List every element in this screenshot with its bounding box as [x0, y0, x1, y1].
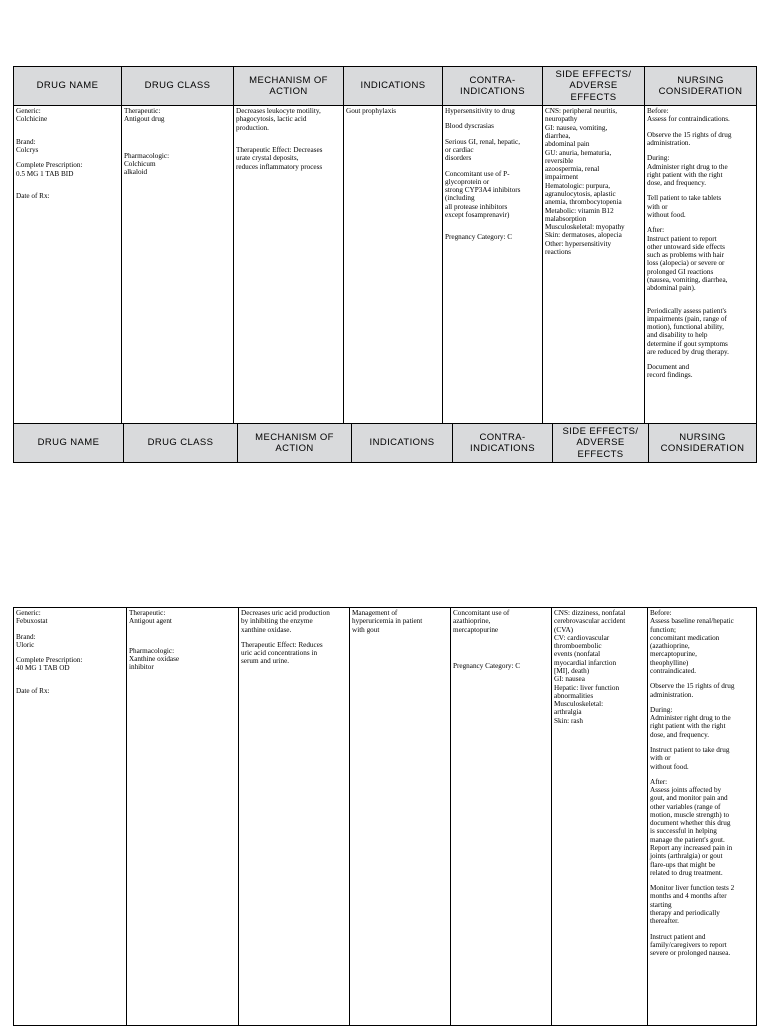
blank-line: [16, 185, 119, 192]
blank-line: [453, 648, 549, 655]
blank-line: [650, 877, 754, 884]
blank-line: [236, 132, 341, 139]
text-line: other untoward side effects: [647, 242, 725, 251]
text-line: abdominal pain).: [647, 284, 696, 293]
text-line: with or: [650, 754, 671, 763]
text-line: Pharmacologic:: [129, 646, 175, 655]
text-line: Pharmacologic:: [124, 151, 170, 160]
header-contraindications: CONTRA-INDICATIONS: [443, 67, 543, 106]
text-line: (including: [445, 194, 475, 203]
text-line: Assess for contraindications.: [647, 115, 730, 124]
text-line: GU: anuria, hematuria,: [545, 148, 612, 157]
header-nursing: NURSING CONSIDERATION: [645, 67, 757, 106]
cell-drug-name: [14, 106, 122, 428]
blank-line: [650, 926, 754, 933]
text-line: malabsorption: [545, 214, 587, 223]
text-line: (CVA): [554, 625, 574, 634]
text-line: related to drug treatment.: [650, 868, 723, 877]
blank-line: [16, 124, 119, 131]
text-line: record findings.: [647, 371, 693, 380]
text-line: motion, muscle strength) to: [650, 810, 730, 819]
text-line: After:: [650, 777, 668, 786]
text-line: reactions: [545, 247, 571, 256]
text-line: 0.5 MG 1 TAB BID: [16, 169, 74, 178]
text-line: Concomitant use of P-: [445, 169, 510, 178]
text-line: abdominal pain: [545, 140, 590, 149]
text-line: joints (arthralgia) or gout: [650, 852, 723, 861]
text-line: neuropathy: [545, 115, 578, 124]
blank-line: [445, 219, 540, 226]
blank-line: [453, 634, 549, 641]
text-line: months and 4 months after: [650, 892, 727, 901]
text-line: agranulocytosis, aplastic: [545, 189, 616, 198]
text-line: Hypersensitivity to drug: [445, 107, 515, 116]
text-line: glycoprotein or: [445, 177, 490, 186]
text-line: Decreases uric acid production: [241, 609, 330, 617]
blank-line: [129, 626, 236, 633]
text-line: are reduced by drug therapy.: [647, 347, 729, 356]
text-line: anemia, thrombocytopenia: [545, 198, 622, 207]
cell-mechanism: [239, 608, 350, 1026]
header-side-effects: SIDE EFFECTS/ ADVERSE EFFECTS: [553, 424, 649, 463]
blank-line: [445, 163, 540, 170]
text-line: alkaloid: [124, 168, 148, 177]
cell-drug-class: [122, 106, 234, 428]
blank-line: [647, 147, 754, 154]
text-line: cerebrovascular accident: [554, 617, 626, 626]
blank-line: [650, 739, 754, 746]
blank-line: [124, 145, 231, 152]
text-line: dose, and frequency.: [647, 179, 707, 188]
cell-contraindications: [451, 608, 552, 1026]
text-line: right patient with the right: [650, 722, 726, 731]
header-contraindications: CONTRA-INDICATIONS: [453, 424, 553, 463]
text-line: flare-ups that might be: [650, 860, 716, 869]
text-line: Monitor liver function tests 2: [650, 884, 735, 893]
text-line: Observe the 15 rights of drug: [647, 130, 732, 139]
blank-line: [16, 649, 124, 656]
text-line: thromboembolic: [554, 642, 602, 651]
blank-line: [236, 139, 341, 146]
cell-nursing: [648, 608, 757, 1026]
text-line: concomitant medication: [650, 633, 720, 642]
text-line: loss (alopecia) or severe or: [647, 259, 725, 268]
text-line: Uloric: [16, 640, 35, 649]
text-line: motion), functional ability,: [647, 323, 724, 332]
cell-indications: [350, 608, 451, 1026]
text-line: Decreases leukocyte motility,: [236, 107, 321, 116]
text-line: Antigout agent: [129, 617, 172, 626]
text-line: except fosamprenavir): [445, 210, 510, 219]
text-line: therapy and periodically: [650, 909, 720, 917]
header-side-effects: SIDE EFFECTS/ ADVERSE EFFECTS: [543, 67, 645, 106]
blank-line: [124, 131, 231, 138]
text-line: Administer right drug to the: [647, 162, 728, 171]
text-line: dose, and frequency.: [650, 730, 710, 739]
drug-table-colchicine: [13, 66, 757, 428]
header-drug-class: DRUG CLASS: [124, 424, 238, 463]
blank-line: [124, 124, 231, 131]
text-line: phagocytosis, lactic acid: [236, 115, 307, 124]
text-line: urate crystal deposits,: [236, 154, 299, 163]
text-line: impairments (pain, range of: [647, 314, 727, 323]
text-line: reduces inflammatory process: [236, 162, 323, 171]
text-line: Therapeutic:: [129, 609, 166, 617]
text-line: CV: cardiovascular: [554, 633, 610, 642]
table-header-row: [14, 67, 757, 106]
text-line: Instruct patient to take drug: [650, 745, 730, 754]
blank-line: [241, 634, 347, 641]
text-line: without food.: [650, 762, 689, 771]
text-line: diarrhea,: [545, 132, 571, 141]
blank-line: [453, 655, 549, 662]
text-line: by inhibiting the enzyme: [241, 617, 313, 626]
text-line: During:: [647, 154, 670, 163]
text-line: or cardiac: [445, 146, 474, 155]
text-line: GI: nausea: [554, 675, 585, 684]
text-line: administration.: [650, 690, 694, 699]
cell-nursing: [645, 106, 757, 428]
text-line: Therapeutic:: [124, 107, 161, 116]
header-mechanism: MECHANISM OF ACTION: [238, 424, 352, 463]
text-line: theophylline): [650, 658, 689, 667]
text-line: Gout prophylaxis: [346, 107, 397, 116]
text-line: events (nonfatal: [554, 650, 601, 659]
blank-line: [445, 115, 540, 122]
text-line: strong CYP3A4 inhibitors: [445, 186, 521, 195]
text-line: (nausea, vomiting, diarrhea,: [647, 275, 728, 284]
text-line: Complete Prescription:: [16, 161, 83, 170]
text-line: inhibitor: [129, 663, 154, 672]
text-line: and disability to help: [647, 331, 708, 340]
text-line: Brand:: [16, 632, 36, 641]
text-line: Before:: [650, 609, 672, 617]
header-indications: INDICATIONS: [352, 424, 453, 463]
text-line: Administer right drug to the: [650, 714, 731, 723]
header-nursing: NURSING CONSIDERATION: [649, 424, 757, 463]
text-line: CNS: peripheral neuritis,: [545, 107, 618, 116]
text-line: Colchicum: [124, 160, 156, 169]
text-line: azathioprine,: [453, 617, 491, 626]
blank-line: [16, 131, 119, 138]
text-line: disorders: [445, 154, 472, 163]
header-indications: INDICATIONS: [344, 67, 443, 106]
text-line: Antigout drug: [124, 115, 165, 124]
text-line: without food.: [647, 210, 686, 219]
text-line: is successful in helping: [650, 827, 717, 836]
cell-side-effects: [552, 608, 648, 1026]
text-line: Therapeutic Effect: Decreases: [236, 146, 323, 155]
blank-line: [647, 356, 754, 363]
text-line: Musculoskeletal:: [554, 700, 604, 709]
text-line: hyperuricemia in patient: [352, 617, 423, 626]
text-line: Brand:: [16, 137, 36, 146]
text-line: manage the patient's gout.: [650, 835, 725, 844]
table-header-row: [14, 424, 757, 463]
text-line: Pregnancy Category: C: [445, 233, 513, 242]
text-line: Skin: rash: [554, 716, 583, 725]
text-line: Colchicine: [16, 115, 48, 124]
text-line: contraindicated.: [650, 666, 697, 675]
text-line: During:: [650, 705, 673, 714]
text-line: Hepatic: liver function: [554, 683, 620, 692]
text-line: Date of Rx:: [16, 686, 50, 695]
blank-line: [16, 154, 119, 161]
blank-line: [445, 226, 540, 233]
text-line: arthralgia: [554, 708, 582, 717]
text-line: xanthine oxidase.: [241, 625, 292, 634]
blank-line: [16, 673, 124, 680]
text-line: abnormalities: [554, 691, 594, 700]
text-line: prolonged GI reactions: [647, 267, 714, 276]
text-line: thereafter.: [650, 917, 679, 926]
text-line: Generic:: [16, 609, 41, 617]
cell-mechanism: [234, 106, 344, 428]
text-line: Serious GI, renal, hepatic,: [445, 137, 521, 146]
blank-line: [650, 771, 754, 778]
table-row: [14, 106, 757, 428]
text-line: 40 MG 1 TAB OD: [16, 664, 70, 673]
blank-line: [129, 633, 236, 640]
blank-line: [16, 680, 124, 687]
text-line: all protease inhibitors: [445, 202, 508, 211]
text-line: with gout: [352, 625, 380, 634]
text-line: Complete Prescription:: [16, 656, 83, 665]
blank-line: [647, 187, 754, 194]
text-line: Musculoskeletal: myopathy: [545, 223, 625, 232]
text-line: Assess joints affected by: [650, 786, 722, 795]
header-drug-class: DRUG CLASS: [122, 67, 234, 106]
text-line: Management of: [352, 609, 398, 617]
text-line: Xanthine oxidase: [129, 654, 180, 663]
header-mechanism: MECHANISM OF ACTION: [234, 67, 344, 106]
text-line: Colcrys: [16, 146, 39, 155]
text-line: right patient with the right: [647, 170, 723, 179]
text-line: document whether this drug: [650, 819, 731, 828]
header-drug-name: DRUG NAME: [14, 67, 122, 106]
text-line: Metabolic: vitamin B12: [545, 206, 614, 215]
text-line: Observe the 15 rights of drug: [650, 682, 735, 691]
text-line: Periodically assess patient's: [647, 306, 727, 315]
text-line: starting: [650, 900, 672, 909]
text-line: azoospermia, renal: [545, 165, 600, 174]
blank-line: [647, 300, 754, 307]
text-line: (azathioprine,: [650, 642, 690, 651]
text-line: Other: hypersensitivity: [545, 239, 612, 248]
blank-line: [129, 640, 236, 647]
text-line: CNS: dizziness, nonfatal: [554, 609, 626, 617]
text-line: serum and urine.: [241, 657, 290, 666]
text-line: function;: [650, 625, 676, 634]
blank-line: [124, 138, 231, 145]
cell-drug-name: [14, 608, 127, 1026]
cell-indications: [344, 106, 443, 428]
text-line: with or: [647, 202, 668, 211]
text-line: Date of Rx:: [16, 191, 50, 200]
text-line: Hematologic: purpura,: [545, 181, 611, 190]
blank-line: [647, 124, 754, 131]
text-line: Instruct patient to report: [647, 234, 717, 243]
blank-line: [16, 626, 124, 633]
text-line: [MI], death): [554, 666, 590, 675]
text-line: gout, and monitor pain and: [650, 794, 728, 803]
cell-side-effects: [543, 106, 645, 428]
text-line: Febuxostat: [16, 617, 48, 626]
header-drug-name: DRUG NAME: [14, 424, 124, 463]
table-row: [14, 608, 757, 1026]
text-line: other variables (range of: [650, 802, 721, 811]
text-line: mercaptopurine,: [650, 650, 697, 659]
blank-line: [453, 641, 549, 648]
blank-line: [647, 219, 754, 226]
blank-line: [650, 675, 754, 682]
text-line: family/caregivers to report: [650, 940, 727, 949]
text-line: determine if gout symptoms: [647, 339, 728, 348]
text-line: Skin: dermatoses, alopecia: [545, 231, 622, 240]
text-line: production.: [236, 123, 269, 132]
text-line: Instruct patient and: [650, 932, 706, 941]
text-line: impairment: [545, 173, 579, 182]
drug-table-header-repeat: [13, 423, 757, 463]
text-line: Before:: [647, 107, 669, 116]
text-line: Blood dyscrasias: [445, 122, 494, 131]
blank-line: [647, 293, 754, 300]
drug-table-febuxostat: [13, 607, 757, 1026]
text-line: Assess baseline renal/hepatic: [650, 617, 734, 626]
cell-contraindications: [443, 106, 543, 428]
text-line: After:: [647, 226, 665, 235]
text-line: severe or prolonged nausea.: [650, 949, 731, 958]
text-line: reversible: [545, 156, 574, 165]
text-line: uric acid concentrations in: [241, 649, 318, 658]
cell-drug-class: [127, 608, 239, 1026]
blank-line: [650, 699, 754, 706]
text-line: Generic:: [16, 107, 41, 116]
text-line: mercaptopurine: [453, 625, 499, 634]
text-line: Therapeutic Effect: Reduces: [241, 640, 323, 649]
text-line: Tell patient to take tablets: [647, 194, 722, 203]
blank-line: [445, 131, 540, 138]
blank-line: [16, 178, 119, 185]
text-line: Pregnancy Category: C: [453, 661, 521, 670]
text-line: Document and: [647, 363, 690, 372]
text-line: Report any increased pain in: [650, 844, 733, 853]
text-line: myocardial infarction: [554, 658, 617, 667]
text-line: GI: nausea, vomiting,: [545, 123, 608, 132]
text-line: administration.: [647, 139, 691, 148]
text-line: Concomitant use of: [453, 609, 510, 617]
text-line: such as problems with hair: [647, 251, 725, 260]
